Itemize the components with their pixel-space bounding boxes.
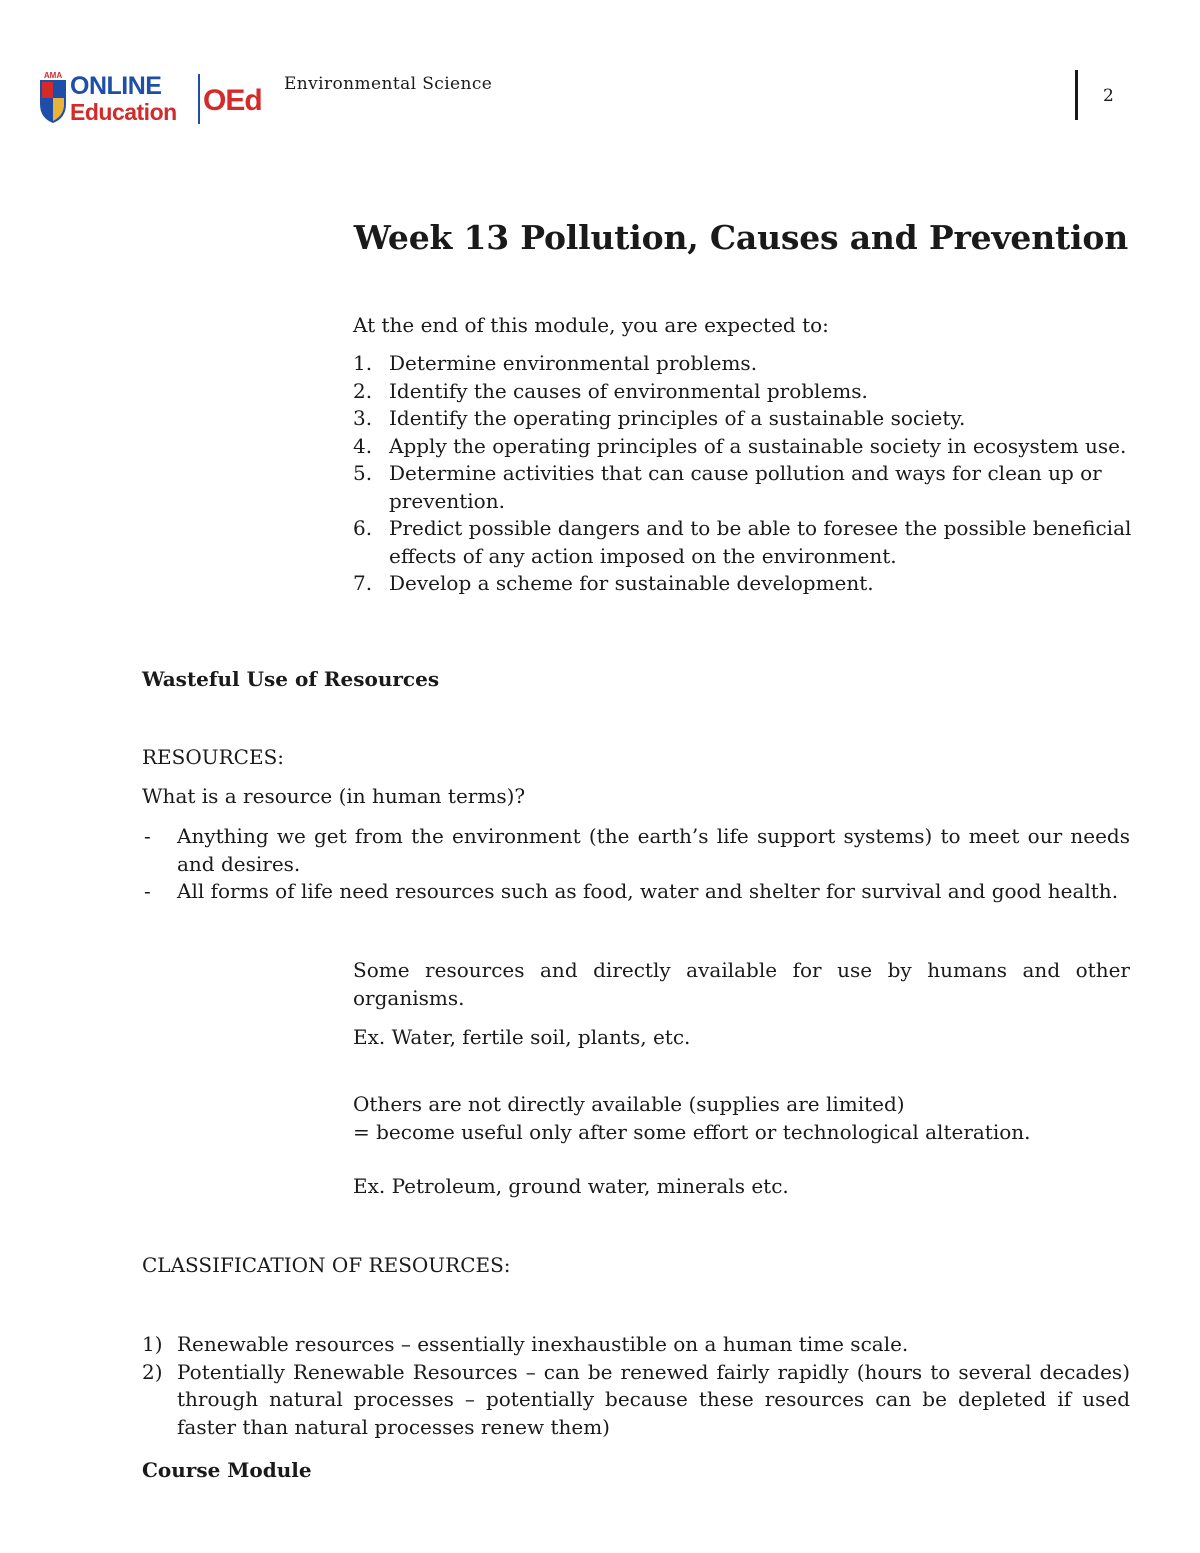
page-title: Week 13 Pollution, Causes and Prevention <box>353 218 1128 257</box>
logo-oed-mark: OEd <box>203 84 262 117</box>
list-item-text: Determine environmental problems. <box>389 351 758 375</box>
list-item-text: Apply the operating principles of a sustainable society in ecosystem use. <box>389 433 1127 458</box>
list-item-number: 1) <box>142 1332 163 1356</box>
list-item-text: Potentially Renewable Resources – can be renewed fairly rapidly (hours to several decades) through natural processes – potentially because these resources can be depleted if used faster than natural processes renew them) <box>177 1359 1130 1439</box>
list-item <box>353 515 1143 570</box>
list-item <box>353 405 1143 433</box>
list-item-number: 7. <box>353 571 373 595</box>
list-item <box>142 1331 1130 1359</box>
direct-resources-text: Some resources and directly available for use by humans and other organisms. <box>353 958 1130 1010</box>
list-item-text: Identify the causes of environmental problems. <box>389 378 868 403</box>
list-item-number: 6. <box>353 516 373 540</box>
list-item <box>353 570 1143 598</box>
list-item-text: Identify the operating principles of a sustainable society. <box>389 406 966 430</box>
online-education-logo <box>38 70 270 124</box>
list-item <box>353 350 1143 378</box>
objectives-intro: At the end of this module, you are expected to: <box>353 313 829 337</box>
list-item-text: All forms of life need resources such as food, water and shelter for survival and good health. <box>177 879 1119 903</box>
section-heading: Wasteful Use of Resources <box>142 667 440 691</box>
page-number: 2 <box>1103 86 1114 106</box>
list-item-number: 5. <box>353 461 373 485</box>
logo-wordmark-top: ONLINE <box>70 72 162 100</box>
list-item <box>353 433 1143 461</box>
direct-resources-example: Ex. Water, fertile soil, plants, etc. <box>353 1025 691 1049</box>
list-item-number: 2. <box>353 378 373 403</box>
list-item-number: 2) <box>142 1359 163 1384</box>
shield-crest-icon <box>40 71 66 123</box>
list-item-text: Determine activities that can cause pollution and ways for clean up or prevention. <box>389 461 1102 513</box>
resources-label: RESOURCES: <box>142 745 285 769</box>
footer-course-module: Course Module <box>142 1458 312 1482</box>
list-item-number: 3. <box>353 406 373 430</box>
list-item-number: 1. <box>353 351 373 375</box>
header-divider <box>1075 70 1078 120</box>
resource-question: What is a resource (in human terms)? <box>142 784 526 808</box>
resource-definitions <box>142 823 1130 906</box>
indirect-line-1: Others are not directly available (supplies are limited) <box>353 1092 905 1116</box>
list-item-number: 4. <box>353 433 373 458</box>
list-item <box>142 823 1130 878</box>
classification-list <box>142 1331 1130 1441</box>
logo-wordmark-bottom: Education <box>70 99 177 124</box>
indirect-line-2: = become useful only after some effort or technological alteration. <box>353 1119 1031 1144</box>
list-item <box>353 460 1143 515</box>
classification-label: CLASSIFICATION OF RESOURCES: <box>142 1253 511 1277</box>
bullet-dash: - <box>144 824 151 848</box>
list-item <box>353 378 1143 406</box>
svg-text:AMA: AMA <box>43 71 63 80</box>
bullet-dash: - <box>144 879 151 903</box>
list-item-text: Predict possible dangers and to be able to foresee the possible beneficial effects of any action imposed on the environment. <box>389 516 1132 568</box>
indirect-resources-text <box>353 1091 1031 1146</box>
list-item <box>142 1359 1130 1442</box>
list-item-text: Renewable resources – essentially inexhaustible on a human time scale. <box>177 1332 909 1356</box>
list-item <box>142 878 1130 906</box>
course-name: Environmental Science <box>284 74 493 94</box>
list-item-text: Develop a scheme for sustainable development. <box>389 571 874 595</box>
objectives-list <box>353 350 1143 598</box>
list-item-text: Anything we get from the environment (the earth’s life support systems) to meet our needs and desires. <box>177 824 1130 876</box>
indirect-resources-example: Ex. Petroleum, ground water, minerals etc. <box>353 1174 789 1198</box>
